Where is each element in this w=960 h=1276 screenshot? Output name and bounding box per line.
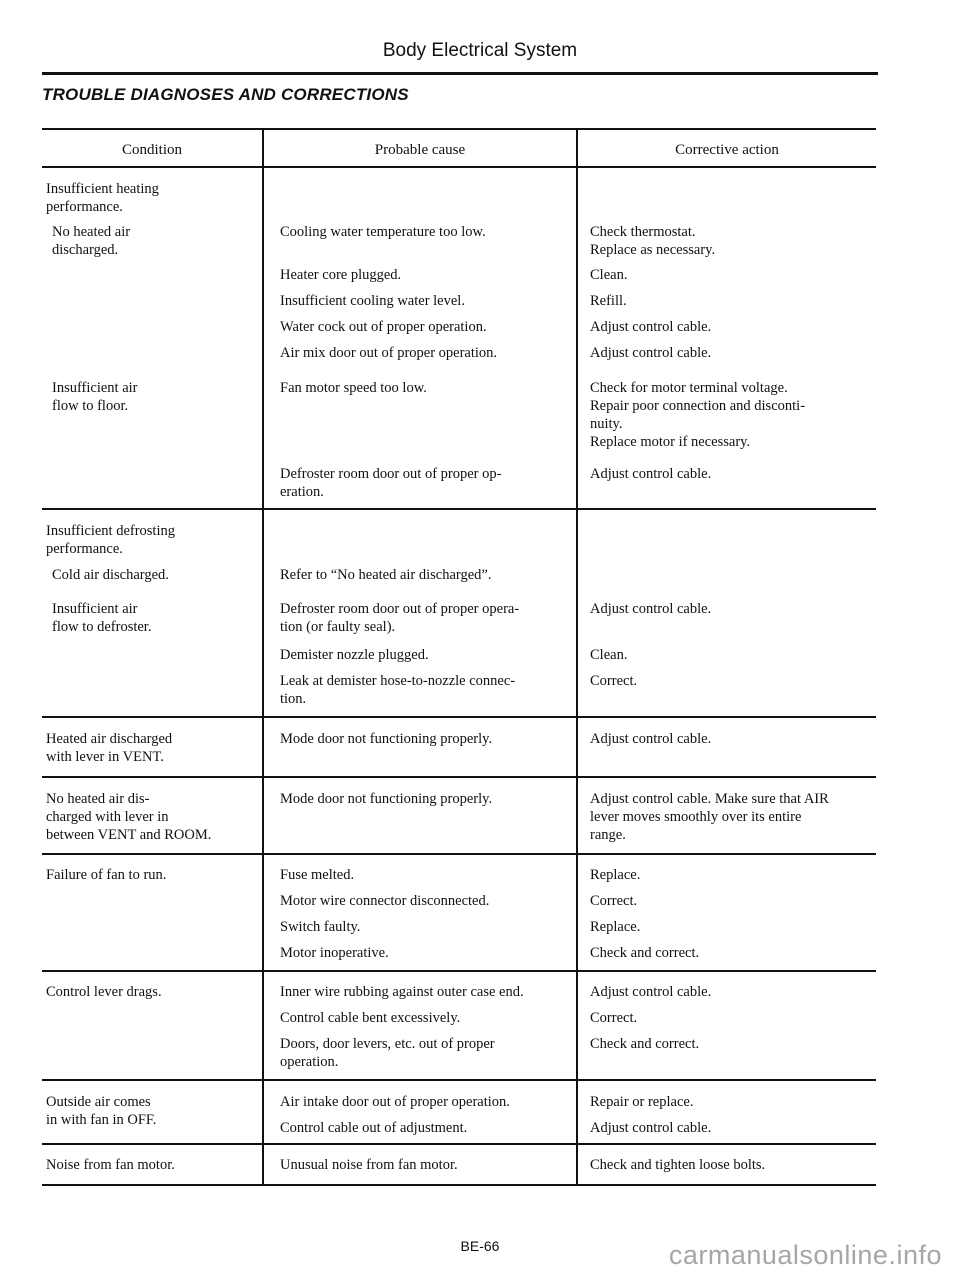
- cause-demister-nozzle: Demister nozzle plugged.: [280, 647, 429, 663]
- table-top-rule: [42, 128, 876, 130]
- column-header-probable-cause: Probable cause: [374, 142, 466, 158]
- watermark: carmanualsonline.info: [668, 1240, 942, 1270]
- condition-fan-noise: Noise from fan motor.: [46, 1157, 175, 1173]
- action-adjust-cable: Adjust control cable.: [590, 601, 712, 617]
- action-replace: Replace.: [590, 919, 641, 935]
- condition-air-flow-defroster: Insufficient air flow to defroster.: [52, 601, 152, 635]
- action-check-correct: Check and correct.: [590, 945, 700, 961]
- row-divider: [42, 970, 876, 972]
- cause-fuse-melted: Fuse melted.: [280, 867, 355, 883]
- cause-air-mix-door: Air mix door out of proper operation.: [280, 345, 498, 361]
- cause-wire-connector: Motor wire connector disconnected.: [280, 893, 490, 909]
- cause-cooling-water-level: Insufficient cooling water level.: [280, 293, 465, 309]
- cause-inner-wire: Inner wire rubbing against outer case end.: [280, 984, 524, 1000]
- cause-cable-bent: Control cable bent excessively.: [280, 1010, 461, 1026]
- cause-demister-leak: Leak at demister hose-to-nozzle connec- tion.: [280, 673, 516, 707]
- action-check-correct: Check and correct.: [590, 1036, 700, 1052]
- cause-air-intake-door: Air intake door out of proper operation.: [280, 1094, 510, 1110]
- action-adjust-cable: Adjust control cable.: [590, 731, 712, 747]
- cause-cooling-water-temp: Cooling water temperature too low.: [280, 224, 486, 240]
- condition-heated-air-vent: Heated air discharged with lever in VENT.: [46, 731, 173, 765]
- condition-no-heated-air: No heated air discharged.: [52, 224, 131, 258]
- column-divider-1: [262, 128, 264, 1186]
- action-check-thermostat: Check thermostat. Replace as necessary.: [590, 224, 716, 258]
- action-tighten-bolts: Check and tighten loose bolts.: [590, 1157, 766, 1173]
- cause-water-cock: Water cock out of proper operation.: [280, 319, 487, 335]
- row-divider: [42, 508, 876, 510]
- action-adjust-cable: Adjust control cable.: [590, 345, 712, 361]
- cause-doors-levers: Doors, door levers, etc. out of proper operation.: [280, 1036, 495, 1070]
- action-repair-replace: Repair or replace.: [590, 1094, 694, 1110]
- cause-switch-faulty: Switch faulty.: [280, 919, 361, 935]
- condition-outside-air-off: Outside air comes in with fan in OFF.: [46, 1094, 157, 1128]
- condition-insufficient-heating: Insufficient heating performance.: [46, 181, 159, 215]
- action-replace: Replace.: [590, 867, 641, 883]
- page-header: Body Electrical System: [382, 40, 578, 61]
- column-divider-2: [576, 128, 578, 1186]
- action-clean: Clean.: [590, 267, 628, 283]
- section-title: TROUBLE DIAGNOSES AND CORRECTIONS: [42, 85, 409, 104]
- table-bottom-rule: [42, 1184, 876, 1186]
- action-correct: Correct.: [590, 893, 638, 909]
- condition-insufficient-defrosting: Insufficient defrosting performance.: [46, 523, 175, 557]
- header-rule: [42, 72, 878, 75]
- cause-fan-motor-speed: Fan motor speed too low.: [280, 380, 427, 396]
- page-number: BE-66: [460, 1238, 500, 1254]
- row-divider: [42, 716, 876, 718]
- cause-heater-core: Heater core plugged.: [280, 267, 402, 283]
- header-bottom-rule: [42, 166, 876, 168]
- cause-defroster-door-seal: Defroster room door out of proper opera- tion (or faulty seal).: [280, 601, 520, 635]
- cause-mode-door: Mode door not functioning properly.: [280, 731, 493, 747]
- cause-motor-inoperative: Motor inoperative.: [280, 945, 389, 961]
- column-header-corrective-action: Corrective action: [675, 142, 779, 158]
- action-adjust-cable: Adjust control cable.: [590, 319, 712, 335]
- cause-unusual-noise: Unusual noise from fan motor.: [280, 1157, 458, 1173]
- action-refill: Refill.: [590, 293, 627, 309]
- row-divider: [42, 776, 876, 778]
- action-correct: Correct.: [590, 1010, 638, 1026]
- row-divider: [42, 1079, 876, 1081]
- condition-fan-not-run: Failure of fan to run.: [46, 867, 167, 883]
- cause-mode-door: Mode door not functioning properly.: [280, 791, 493, 807]
- condition-no-heated-air-vent-room: No heated air dis- charged with lever in between VENT and ROOM.: [46, 791, 212, 843]
- action-clean: Clean.: [590, 647, 628, 663]
- condition-lever-drags: Control lever drags.: [46, 984, 162, 1000]
- action-adjust-cable-air-lever: Adjust control cable. Make sure that AIR lever moves smoothly over its entire range.: [590, 791, 829, 843]
- row-divider: [42, 1143, 876, 1145]
- action-adjust-cable: Adjust control cable.: [590, 1120, 712, 1136]
- column-header-condition: Condition: [121, 142, 182, 158]
- cause-defroster-door: Defroster room door out of proper op- eration.: [280, 466, 502, 500]
- cause-refer-no-heated-air: Refer to “No heated air discharged”.: [280, 567, 492, 583]
- action-check-motor-voltage: Check for motor terminal voltage. Repair poor connection and disconti- nuity. Replace motor if necessary.: [590, 380, 806, 450]
- cause-cable-adjustment: Control cable out of adjustment.: [280, 1120, 468, 1136]
- action-adjust-cable: Adjust control cable.: [590, 984, 712, 1000]
- action-adjust-cable: Adjust control cable.: [590, 466, 712, 482]
- action-correct: Correct.: [590, 673, 638, 689]
- condition-air-flow-floor: Insufficient air flow to floor.: [52, 380, 138, 414]
- condition-cold-air: Cold air discharged.: [52, 567, 169, 583]
- row-divider: [42, 853, 876, 855]
